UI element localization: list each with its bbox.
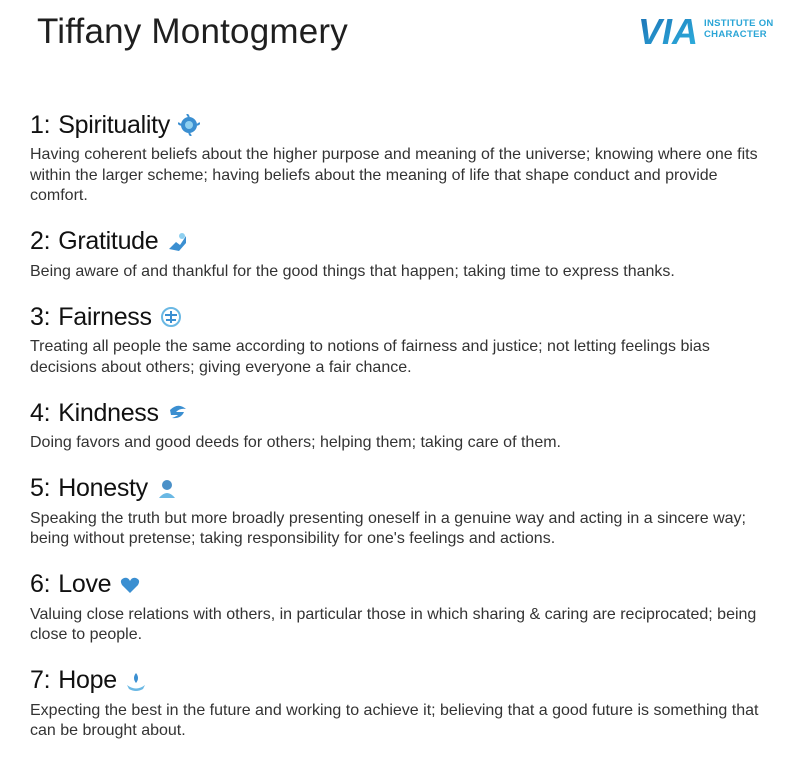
strength-rank: 6: — [30, 570, 51, 598]
kindness-icon — [167, 402, 189, 424]
gratitude-icon — [166, 231, 188, 253]
logo-mark: VIA — [638, 12, 699, 48]
strength-heading — [30, 300, 770, 334]
strength-heading — [30, 568, 770, 602]
strength-name: Spirituality — [58, 110, 170, 139]
strength-item — [30, 568, 770, 646]
page-title: Tiffany Montogmery — [37, 12, 348, 51]
strength-description: Expecting the best in the future and working to achieve it; believing that a good future is something that can be brought about. — [30, 701, 759, 739]
strength-name: Hope — [58, 666, 117, 694]
strength-description: Treating all people the same according to notions of fairness and justice; not letting feelings bias decisions about others; giving everyone a fair chance. — [30, 338, 710, 376]
strength-description: Speaking the truth but more broadly presenting oneself in a genuine way and acting in a sincere way; being without pretense; taking responsibility for one's feelings and actions. — [30, 509, 746, 547]
strength-rank: 1: — [30, 110, 51, 139]
strength-name: Honesty — [58, 474, 148, 502]
strength-item — [30, 300, 770, 378]
strength-name: Love — [58, 570, 112, 598]
strength-item — [30, 664, 770, 742]
strength-list — [30, 108, 770, 760]
honesty-icon — [156, 478, 178, 500]
fairness-icon — [160, 306, 182, 328]
strength-description: Valuing close relations with others, in particular those in which sharing & caring are reciprocated; being close to people. — [30, 605, 757, 643]
strength-item — [30, 396, 770, 454]
logo-subtitle: INSTITUTE ON CHARACTER — [704, 18, 774, 40]
strength-item — [30, 472, 770, 550]
strength-name: Fairness — [58, 302, 152, 331]
strength-rank: 2: — [30, 227, 51, 255]
strength-description: Being aware of and thankful for the good things that happen; taking time to express thanks. — [30, 262, 675, 280]
strength-rank: 3: — [30, 302, 51, 331]
strength-name: Kindness — [58, 398, 159, 427]
hope-icon — [125, 670, 147, 692]
spirituality-icon — [178, 114, 200, 136]
strength-heading — [30, 396, 770, 430]
strength-item — [30, 225, 770, 283]
strength-name: Gratitude — [58, 227, 159, 255]
strength-rank: 5: — [30, 474, 51, 502]
strength-description: Having coherent beliefs about the higher purpose and meaning of the universe; knowing where one fits within the larger scheme; having beliefs about the meaning of life that shape conduct and provide comfort. — [30, 146, 758, 204]
strength-heading — [30, 225, 770, 259]
love-icon — [119, 574, 141, 596]
strength-rank: 4: — [30, 398, 51, 427]
strength-item — [30, 108, 770, 207]
strength-heading — [30, 108, 770, 142]
strength-heading — [30, 472, 770, 506]
strength-rank: 7: — [30, 666, 51, 694]
strength-heading — [30, 664, 770, 698]
strength-description: Doing favors and good deeds for others; helping them; taking care of them. — [30, 434, 561, 451]
